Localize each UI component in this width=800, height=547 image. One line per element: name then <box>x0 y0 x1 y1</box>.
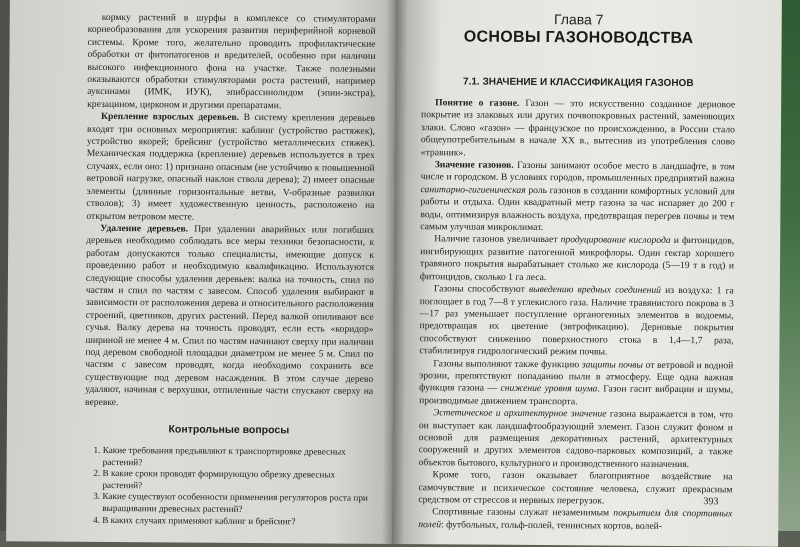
left-paragraph-2 <box>86 111 375 225</box>
right-paragraph-4-text-a: Газоны способствуют <box>433 283 530 296</box>
right-paragraph-2-text-a: Газоны занимают особое место в ландшафте, в том числе и городском. В условиях городов, промышленных предприятий важна <box>420 159 735 185</box>
right-paragraph-3-text-b: и фитонцидов, ингибирующих развитие патогенной микрофлоры. Один гектар хорошего травяного покрытия вырабатывает столько же кислорода (5—19 т в год) и фитонцидов, сколько 1 га леса. <box>419 235 735 283</box>
section-title: 7.1. ЗНАЧЕНИЕ И КЛАССИФИКАЦИЯ ГАЗОНОВ <box>462 76 694 90</box>
right-paragraph-6-text: газона выражается в том, что он выступает как ландшафтообразующий элемент. Газон служит фоном и основой для размещения декоративных растений, архитектурных сооружений и других элементов садово-парковых композиций, а также объектов бытового, культурного и производственного назначения. <box>418 408 734 470</box>
right-paragraph-8-italic: покрытием для спортивных полей <box>418 507 733 531</box>
heading-lawn-importance: Значение газонов. <box>434 159 514 171</box>
right-paragraph-5-text-a: Газоны выполняют также функцию <box>433 357 582 370</box>
right-paragraph-3-italic: продуцирование кислорода <box>560 234 671 247</box>
heading-tree-removal: Удаление деревьев. <box>100 222 189 235</box>
questions-title: Контрольные вопросы <box>168 423 290 437</box>
right-paragraph-7: Кроме того, газон оказывает благоприятное воздействие на самочувствие и психическое состояние человека, служит прекрасным средством от стрессов и нервных перегрузок. <box>418 469 733 507</box>
heading-tree-support: Крепление взрослых деревьев. <box>101 111 240 124</box>
left-paragraph-1: кормку растений в шурфы в комплексе со стимуляторами корнеобразования для ускорения развития периферийной корневой системы. Кроме того, желательно проводить профилактические обработки от фитопатогенов и вредителей, особенно при наличии высокого инфекционного фона на участке. Также полезными оказываются обработки стимуляторами роста растений, например ауксинами (ИМК, ИУК), эпибрассинолидом (эпин-экстра), крезацином, цирконом и другими препаратами. <box>87 11 376 112</box>
chapter-label: Глава 7 <box>553 11 604 28</box>
question-item: 4. В каких случаях применяют каблинг и брейсинг? <box>102 515 372 528</box>
right-paragraph-3 <box>420 234 734 286</box>
page-number: 393 <box>703 496 719 508</box>
chapter-title: ОСНОВЫ ГАЗОНОВОДСТВА <box>463 28 694 48</box>
right-paragraph-8-text-b: : футбольных, гольф-полей, теннисных кортов, волей- <box>441 519 662 532</box>
left-paragraph-2-body: В систему крепления деревьев входят три основных мероприятия: каблинг (устройство растяжек), устройство якорей; брейсинг (устройство металлических стяжек). Механическая поддержка (крепление) деревьев используется в трех случаях, если оно: 1) признано опасным (не устойчиво к повышенной ветровой нагрузке, опасный наклон ствола дерева); 2) имеет опасные элементы (длинные горизонтальные ветви, V-образные развилки стволов); 3) имеет художественную ценность, расположено на открытом ветровом месте. <box>86 112 376 223</box>
right-paragraph-2 <box>420 159 735 236</box>
right-paragraph-4 <box>419 283 734 360</box>
book-gutter-shadow <box>382 0 408 544</box>
right-paragraph-2-italic: санитарно-гигиеническая <box>420 184 526 196</box>
question-item: 1. Какие требования предъявляют к транспортировке древесных растений? <box>103 445 373 470</box>
heading-lawn-concept: Понятие о газоне. <box>435 97 520 109</box>
right-paragraph-5-text-b: от ветровой и водной эрозии, препятствуют попаданию пыли в атмосферу. Еще одна важная функция газона — <box>419 359 734 395</box>
right-paragraph-5-italic: защиты почвы <box>581 358 644 371</box>
open-book <box>6 0 782 547</box>
question-item: 2. В какие сроки проводят формирующую обрезку древесных растений? <box>102 468 372 493</box>
questions-list <box>84 445 373 528</box>
right-paragraph-4-text-b: из воздуха: 1 га поглощает в год 7—8 т углекислого газа. Наличие травянистого покрова в 3—17 раз уменьшает поступление органогенных элементов в водоемы, предотвращая их цветение (эвтрофикацию). Дерновые покрытия способствуют снижению поверхностного стока в 1,4—1,7 раза, стабилизируя гидрологический режим почвы. <box>419 284 734 358</box>
left-paragraph-3-body: При удалении аварийных или погибших деревьев необходимо соблюдать все меры техники безопасности, к работам допускаются только специалисты, имеющие допуск к проведению работ и необходимую квалификацию. Используются следующие способы удаления деревьев: валка на точность, спил по частям и спил по частям с завесом. Способ удаления выбирают в зависимости от расположения дерева и относительного расположения строений, цветников, других растений. Перед валкой опиливают все сучья. Валку дерева на точность проводят, если есть «коридор» шириной не менее 4 м. Спил по частям начинают сверху при наличии под деревом свободной площадки диаметром не менее 5 м. Спил по частям с завесом проводят, когда необходимо сохранить все существующие под деревом насаждения. В этом случае дерево удаляют, начиная с верхушки, отпиленные части спускают сверху на веревке. <box>85 223 375 408</box>
right-paragraph-6 <box>419 407 733 471</box>
left-paragraph-3 <box>85 223 374 411</box>
right-paragraph-8 <box>418 507 732 534</box>
right-paragraph-3-text-a: Наличие газонов увеличивает <box>434 233 561 246</box>
right-page <box>392 0 782 547</box>
right-paragraph-5 <box>419 358 733 410</box>
right-paragraph-8-text-a: Спортивные газоны служат незаменимым <box>432 506 614 519</box>
right-paragraph-6-italic: Эстетическое и архитектурное значение <box>432 407 607 420</box>
right-paragraph-1 <box>421 97 735 161</box>
right-paragraph-1-body: Газон — это искусственно созданное дерновое покрытие из злаковых или других почвопокровных растений, заменяющих злаки. Слово «газон» — французское по происхождению, в России стало общеупотребительным в начале XX в., вытеснив из употребления слово «травник». <box>420 97 736 159</box>
right-paragraph-2-text-b: роль газонов в создании комфортных условий для работы и отдыха. Один квадратный метр газона за час испаряет до 200 г воды, оптимизируя влажность воздуха, предотвращая перегрев почвы и тем самым улучшая микроклимат. <box>420 184 735 234</box>
right-paragraph-5-text-c: . Газон гасит вибрации и шумы, производимые движением транспорта. <box>419 383 734 408</box>
question-item: 3. Какие существуют особенности применения регуляторов роста при выращивании древесных растений? <box>102 491 372 516</box>
right-paragraph-4-italic: выведению вредных соединений <box>528 284 662 296</box>
left-page <box>6 0 396 544</box>
right-paragraph-5-italic-2: снижение уровня шума <box>500 383 598 395</box>
